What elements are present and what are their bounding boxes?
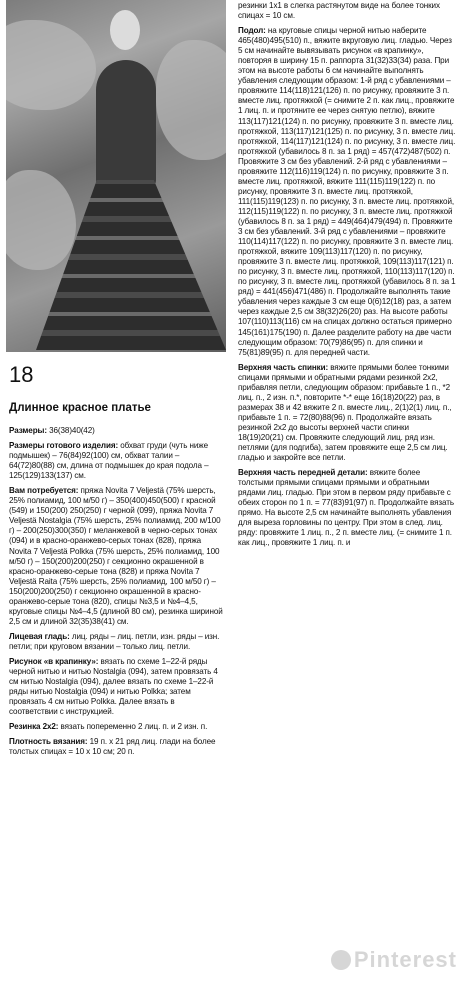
section-materials: Вам потребуется: пряжа Novita 7 Veljestä (75% шерсть, 25% полиамид, 100 м/50 г) – 350(400)450(500) г красной (549) и 150(200) 250(250) г черной (099), пряжа Novita 7 Veljestä Nostalgia (75% шерсть, 25% полиамид, 200 м/100 г) – 200(250)300(350) г меланжевой в черно-серых тонах (094) и в красно-оранжево-серых тонах (828), пряжа Novita 7 Veljestä Polkka (75% шерсть, 25% полиамид, 100 м/50 г) – 150(200)200(250) г секционно окрашенной в красно-оранжево-серые тона (828) и пряжа Novita 7 Veljestä Raita (75% шерсть, 25% полиамид, 100 м/50 г) – 150(200)200(250) г секционно окрашенной в красно-оранжево-серые тона (820), спицы №3,5 и №4–4,5, круговые спицы №4–4,5 (длиной 80 см), резинка шириной 2,5 см и длиной 32(35)38(41) см.: [9, 486, 223, 626]
pattern-number: 18: [9, 362, 34, 387]
section-hem: Подол: на круговые спицы черной нитью наберите 465(480)495(510) п., вяжите вкруговую лиц. гладью. Через 5 см начинайте вывязывать рисунок «в крапинку», повторяя в ширину 15 п. раппорта 31(32)33(34) раза. При этом на высоте работы 6 см начинайте выполнять убавления следующим образом: 1-й ряд с убавлениями – провяжите 114(118)121(126) п. по рисунку, провяжите 3 п. вместе лиц. протяжкой (= снимите 2 п. как лиц., провяжите 1 лиц. п. и протяните ее через снятую петлю), вяжите 113(117)121(124) п. по рисунку, провяжите 3 п. вместе лиц. протяжкой, 113(117)121(125) п. по рисунку, 3 п. вместе лиц. протяжкой, 114(117)121(124) п. по рисунку, 3 п. вместе лиц. протяжкой (убавилось 8 п. за 1 ряд) = 457(472)487(502) п. Провяжите 3 см без убавлений. 2-й ряд с убавлениями – провяжите 112(116)119(124) п. по рисунку, провяжите 3 п. вместе лиц. протяжкой, вяжите 111(115)119(122) п. по рисунку, провяжите 3 п. вместе лиц. протяжкой, 111(115)119(123) п. по рисунку, 3 п. вместе лиц. протяжкой, 112(115)119(122) п. по рисунку, 3 п. вместе лиц. протяжкой (убавилось 8 п. за 1 ряд) = 449(464)479(494) п. Провяжите 3 см без убавлений. 3-й ряд с убавлениями – провяжите 110(114)117(122) п. по рисунку, провяжите 3 п. вместе лиц. протяжкой, вяжите 109(113)117(120) п. по рисунку, провяжите 3 п. вместе лиц. протяжкой, 109(113)117(121) п. по рисунку, 3 п. вместе лиц. протяжкой, 110(113)117(120) п. по рисунку, 3 п. вместе лиц. протяжкой (убавилось 8 п. за 1 ряд) = 441(456)471(486) п. Продолжайте выполнять такие убавления через каждые 3 см еще 0(6)12(18) раз, а затем через каждые 2,5 см 38(32)26(20) раз. На высоте работы 107(110)113(116) см на спицах должно остаться примерно 145(161)175(190) п. Далее разделите работу на две части следующим образом: 70(79)86(95) п. для спинки и 75(81)89(95) п. для передней части.: [238, 26, 456, 357]
section-finished-measurements: Размеры готового изделия: обхват груди (чуть ниже подмышек) – 76(84)92(100) см, обхват талии – 64(72)80(88) см, длина от подмышек до края подола – 125(129)133(137) см.: [9, 441, 209, 481]
section-gauge-continued: резинки 1х1 в слегка растянутом виде на более тонких спицах = 10 см.: [238, 1, 440, 21]
section-rib: Резинка 2х2: вязать попеременно 2 лиц. п. и 2 изн. п.: [9, 722, 208, 732]
pinterest-watermark: Pinterest: [331, 947, 457, 973]
left-column: [9, 426, 225, 762]
section-sizes: Размеры: 36(38)40(42): [9, 426, 95, 435]
model-bodice: [96, 60, 156, 190]
model-photo: [6, 0, 226, 352]
pattern-title: Длинное красное платье: [9, 402, 151, 414]
section-back-upper: Верхняя часть спинки: вяжите прямыми более тонкими спицами прямыми и обратными рядами резинкой 2х2, прибавляя петли, следующим образом: прибавьте 1 п., *2 лиц. п., 2 изн. п.*, повторите *-* еще 16(18)20(22) раз, в размерах 38 и 42 вяжите 2 п. вместе лиц., 2(1)2(1) лиц. п., прибавьте 1 п. = 72(80)88(96) п. Продолжайте вязать резинкой 2х2 до высоты верхней части спинки 18(19)20(21) см. Провяжите следующий лиц. ряд изн. петлями (для подгиба), затем провяжите еще 2,5 см лиц. гладью и закройте все петли.: [238, 362, 452, 463]
right-column: [238, 1, 456, 553]
pinterest-logo-icon: [331, 950, 351, 970]
section-gauge: Плотность вязания: 19 п. х 21 ряд лиц. глади на более толстых спицах = 10 х 10 см; 20 п.: [9, 737, 216, 757]
section-stockinette: Лицевая гладь: лиц. ряды – лиц. петли, изн. ряды – изн. петли; при круговом вязании – только лиц. петли.: [9, 631, 220, 651]
section-front-upper: Верхняя часть передней детали: вяжите более толстыми прямыми спицами прямыми и обратными рядами лиц. гладью. При этом в первом ряду прибавьте с обеих сторон по 1 п. = 77(83)91(97) п. Продолжайте вязать прямо. На высоте 2,5 см начинайте выполнять убавления для выреза горловины по центру. При этом в след. лиц. ряду: провяжите 1 лиц. п., 2 п. вместе лиц. (= снимите 1 п. как лиц., провяжите 1 лиц. п. и: [238, 468, 454, 548]
model-head: [110, 10, 140, 50]
section-speckle-pattern: Рисунок «в крапинку»: вязать по схеме 1–22-й ряды черной нитью и нитью Nostalgia (094), затем провязать 4 см нитью Nostalgia (094), далее вязать по схеме 1–22-й ряды нитью Nostalgia (094) и нитью Polkka; затем провязать 4 см нитью Polkka. Далее вязать в соответствии с инструкцией.: [9, 656, 218, 717]
